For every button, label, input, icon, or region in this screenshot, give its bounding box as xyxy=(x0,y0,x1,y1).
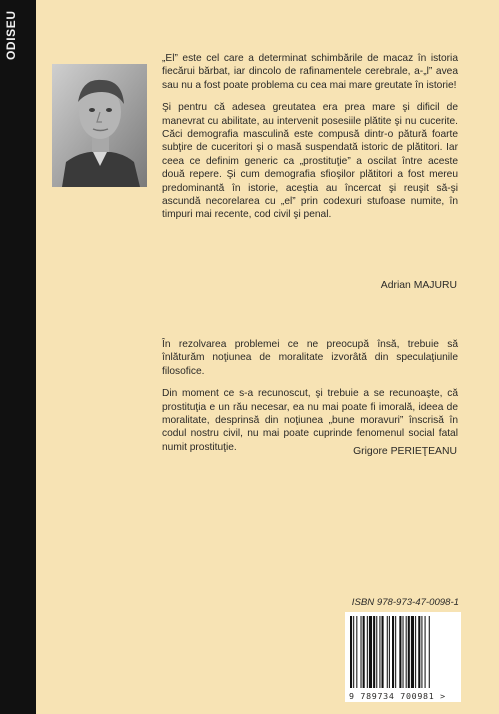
author-portrait-icon xyxy=(52,64,147,187)
barcode-bar xyxy=(369,616,372,688)
barcode xyxy=(345,612,461,702)
barcode-digits: 9 789734 700981 > xyxy=(349,691,446,701)
barcode-bar xyxy=(408,616,410,688)
quote-paragraph: Din moment ce s-a recunoscut, şi trebuie a se recunoaşte, că prostituţia e un rău necesar, ea nu mai poate fi imorală, ideea de moralitate, desprinsă din noţiunea „bune moravuri” înscrisă în codul nostru civil, nu mai poate cuprinde fenomenul social fatal numit prostituţie. xyxy=(162,388,458,453)
author-name: Grigore PERIEŢEANU xyxy=(353,446,457,457)
barcode-bar xyxy=(418,616,420,688)
author-photo xyxy=(52,64,147,187)
barcode-bar xyxy=(363,616,365,688)
barcode-bar xyxy=(376,616,377,688)
barcode-bar xyxy=(367,616,368,688)
barcode-icon xyxy=(345,612,461,692)
barcode-bar xyxy=(399,616,401,688)
barcode-bar xyxy=(392,616,394,688)
barcode-bar xyxy=(382,616,384,688)
publisher-label: ODISEU xyxy=(4,10,18,60)
barcode-bar xyxy=(429,616,430,688)
quote-section-2 xyxy=(162,338,458,463)
barcode-bar xyxy=(353,616,354,688)
barcode-bar xyxy=(387,616,388,688)
author-name: Adrian MAJURU xyxy=(380,280,457,291)
barcode-bar xyxy=(379,616,380,688)
isbn-text: ISBN 978-973-47-0098-1 xyxy=(351,597,459,608)
barcode-bar xyxy=(425,616,426,688)
quote-paragraph: În rezolvarea problemei ce ne preocupă însă, trebuie să înlăturăm noţiunea de moralitate izvorâtă din speculaţiunile filosofice. xyxy=(162,339,458,377)
barcode-bar xyxy=(411,616,414,688)
barcode-bar xyxy=(356,616,357,688)
quote-paragraph: „El” este cel care a determinat schimbările de macaz în istoria fiecărui bărbat, iar dincolo de rafinamentele cerebrale, a-„l” avea sau nu a fost poate problema cu cea mai mare greutate în istorie! xyxy=(162,53,458,91)
barcode-bar xyxy=(373,616,375,688)
quote-section-1 xyxy=(162,52,458,231)
barcode-bar xyxy=(415,616,416,688)
barcode-bar xyxy=(395,616,396,688)
barcode-bar xyxy=(403,616,404,688)
barcode-bar xyxy=(361,616,362,688)
quote-paragraph: Şi pentru că adesea greutatea era prea mare şi dificil de manevrat cu abilitate, au intervenit posesiile plătite şi nu cucerite. Căci demografia masculină este compusă dintr-o pătură foarte subţire de cuceritori şi o masă suspendată istoric de plătitori. Iar ceea ce definim generic ca „prostituţie” a oscilat între aceste două repere. Şi cum demografia sfioşilor plătitori a fost mereu predominantă în istorie, aceştia au încercat şi reuşit să-şi ascundă necorelarea cu „el” prin codexuri stufoase numite, în timpuri mai recente, cod civil şi penal. xyxy=(162,102,458,221)
barcode-bar xyxy=(350,616,352,688)
barcode-bar xyxy=(389,616,390,688)
barcode-bar xyxy=(406,616,407,688)
book-spine xyxy=(0,0,36,714)
barcode-bar xyxy=(421,616,422,688)
